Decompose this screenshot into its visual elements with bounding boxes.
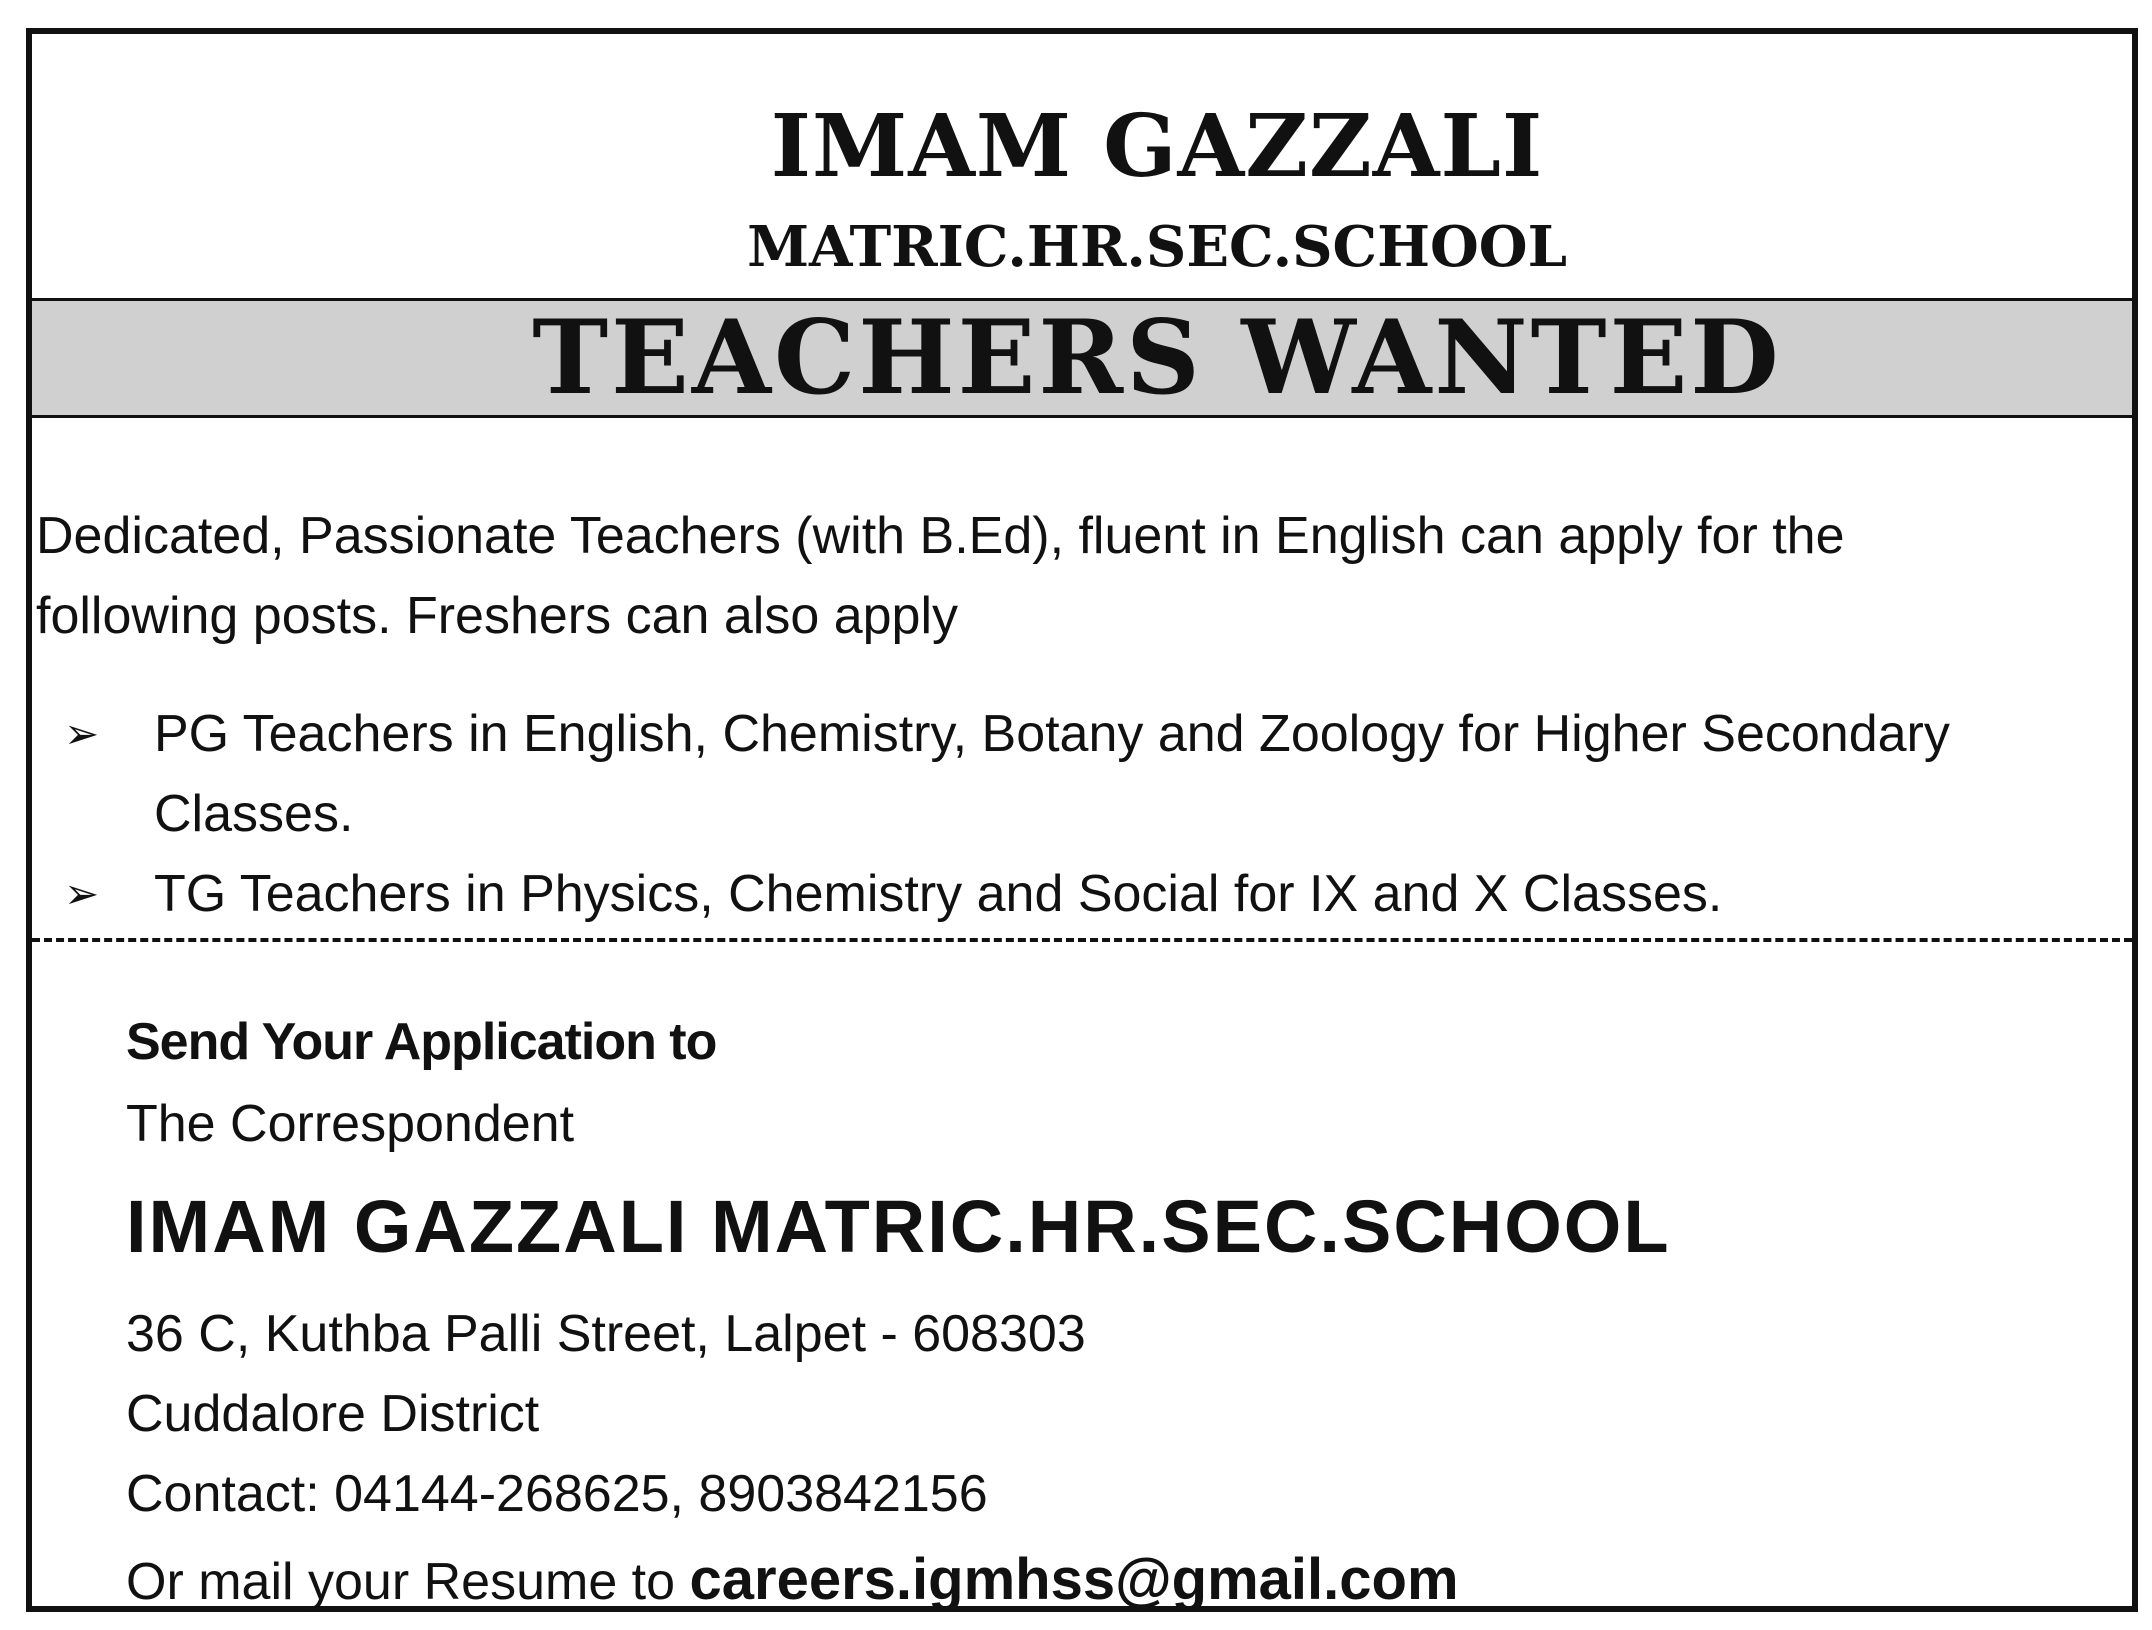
address-line-2: Cuddalore District bbox=[126, 1385, 540, 1443]
advertisement-frame bbox=[26, 28, 2138, 1612]
posts-list bbox=[52, 694, 2132, 934]
mail-prefix: Or mail your Resume to bbox=[126, 1553, 690, 1611]
arrowhead-icon: ➢ bbox=[64, 870, 100, 917]
post-item-pg bbox=[52, 694, 2132, 854]
post-item-pg-line-2: Classes. bbox=[154, 785, 354, 843]
recipient-line: The Correspondent bbox=[126, 1095, 575, 1153]
post-item-tg bbox=[52, 854, 2132, 934]
mail-line bbox=[126, 1546, 1459, 1613]
contact-line: Contact: 04144-268625, 8903842156 bbox=[126, 1465, 988, 1523]
address-line-1: 36 C, Kuthba Palli Street, Lalpet - 608303 bbox=[126, 1305, 1086, 1363]
post-item-tg-line-1: TG Teachers in Physics, Chemistry and Social for IX and X Classes. bbox=[154, 865, 1723, 923]
arrowhead-icon: ➢ bbox=[64, 710, 100, 757]
send-application-title: Send Your Application to bbox=[126, 1013, 717, 1071]
teachers-wanted-banner bbox=[32, 298, 2132, 418]
post-item-pg-line-1: PG Teachers in English, Chemistry, Botany and Zoology for Higher Secondary bbox=[154, 705, 1950, 763]
school-name-heading: IMAM GAZZALI bbox=[770, 96, 1544, 197]
address-school-name: IMAM GAZZALI MATRIC.HR.SEC.SCHOOL bbox=[126, 1185, 1671, 1268]
dashed-divider bbox=[32, 938, 2132, 942]
intro-line-2: following posts. Freshers can also apply bbox=[36, 587, 959, 645]
school-subtitle-heading: MATRIC.HR.SEC.SCHOOL bbox=[747, 214, 1567, 280]
intro-paragraph bbox=[36, 496, 2126, 656]
intro-line-1: Dedicated, Passionate Teachers (with B.Ed), fluent in English can apply for the bbox=[36, 507, 1845, 565]
banner-title: TEACHERS WANTED bbox=[532, 298, 1782, 418]
email-link[interactable]: careers.igmhss@gmail.com bbox=[689, 1547, 1459, 1612]
